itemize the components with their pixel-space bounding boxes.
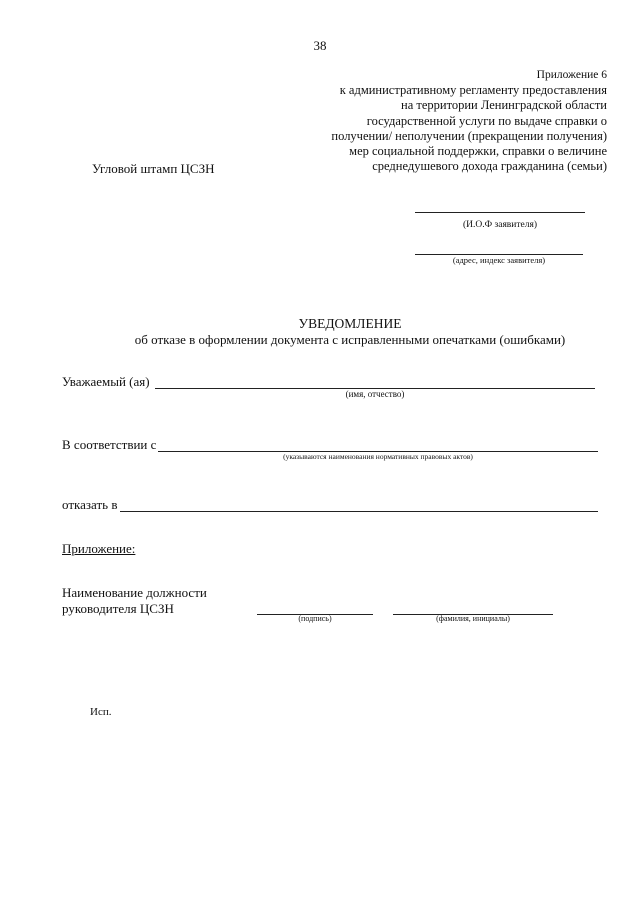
basis-caption: (указываются наименования нормативных правовых актов) [283,452,473,461]
executor-label: Исп. [90,706,112,718]
notice-title: УВЕДОМЛЕНИЕ [298,316,402,331]
refuse-label: отказать в [62,497,118,512]
page-number: 38 [313,38,327,53]
position-title [62,585,207,617]
basis-label: В соответствии с [62,437,157,452]
appendix-line: среднедушевого дохода гражданина (семьи) [372,159,607,174]
corner-stamp-label: Угловой штамп ЦСЗН [92,161,215,176]
appendix-line: на территории Ленинградской области [401,98,607,113]
appendix-line: получении/ неполучении (прекращении получения) [331,128,607,143]
greeting-label: Уважаемый (ая) [62,374,150,389]
position-title-line: Наименование должности [62,585,207,600]
appendix-line: государственной услуги по выдаче справки о [366,113,607,128]
appendix-line: мер социальной поддержки, справки о величине [349,144,607,159]
appendix-line: к административному регламенту предоставления [339,83,607,98]
appendix-block [307,68,607,174]
applicant-name-caption: (И.О.Ф заявителя) [462,220,538,230]
notice-subtitle: об отказе в оформлении документа с исправленными опечатками (ошибками) [134,332,566,347]
signature-caption: (подпись) [298,614,332,623]
surname-caption: (фамилия, инициалы) [436,614,510,623]
greeting-caption: (имя, отчество) [345,389,405,399]
applicant-address-caption: (адрес, индекс заявителя) [452,255,546,265]
attachment-label: Приложение: [62,541,136,556]
appendix-title: Приложение 6 [536,69,607,81]
applicant-name-line [415,212,585,213]
position-title-line: руководителя ЦСЗН [62,601,174,616]
refuse-line [120,511,598,512]
